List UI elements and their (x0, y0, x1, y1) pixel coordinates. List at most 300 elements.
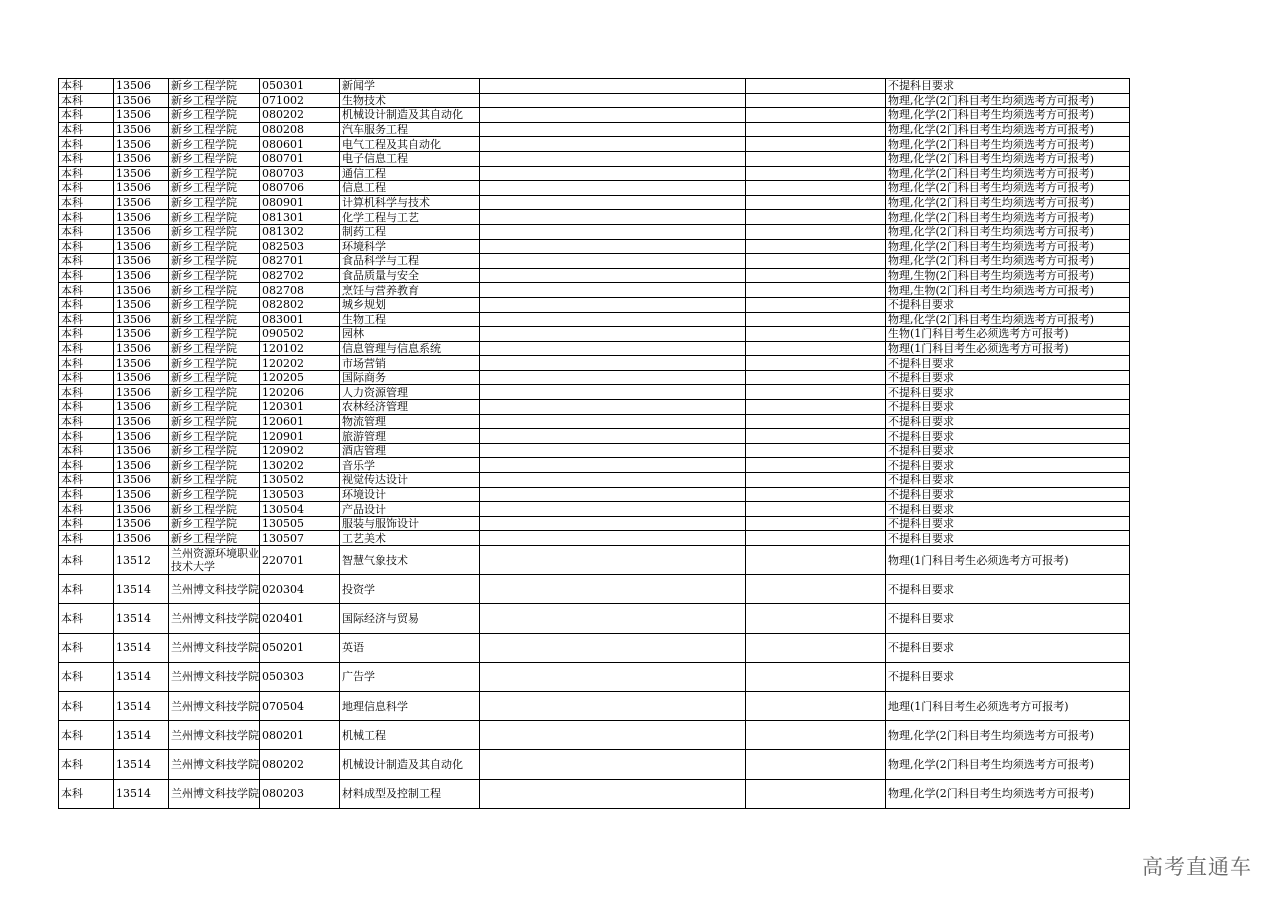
school-name-cell: 新乡工程学院 (169, 458, 260, 473)
requirement-cell: 物理,化学(2门科目考生均须选考方可报考) (886, 181, 1130, 196)
major-name-cell: 英语 (340, 633, 480, 662)
school-code-cell: 13506 (114, 239, 169, 254)
level-cell: 本科 (59, 341, 114, 356)
requirement-cell: 物理(1门科目考生必须选考方可报考) (886, 546, 1130, 575)
blank-cell (480, 575, 746, 604)
level-cell: 本科 (59, 297, 114, 312)
requirement-cell: 物理,化学(2门科目考生均须选考方可报考) (886, 239, 1130, 254)
blank-cell (480, 502, 746, 517)
school-code-cell: 13506 (114, 79, 169, 94)
table-row (59, 195, 1130, 210)
school-name-cell: 兰州博文科技学院 (169, 662, 260, 691)
major-code-cell: 220701 (260, 546, 340, 575)
school-code-cell: 13514 (114, 750, 169, 779)
major-code-cell: 070504 (260, 691, 340, 720)
requirement-cell: 物理,化学(2门科目考生均须选考方可报考) (886, 108, 1130, 123)
requirement-cell: 物理,化学(2门科目考生均须选考方可报考) (886, 166, 1130, 181)
school-name-cell: 兰州博文科技学院 (169, 750, 260, 779)
school-code-cell: 13506 (114, 283, 169, 298)
level-cell: 本科 (59, 210, 114, 225)
major-code-cell: 080208 (260, 122, 340, 137)
major-code-cell: 080601 (260, 137, 340, 152)
blank-cell (746, 79, 886, 94)
blank-cell (746, 151, 886, 166)
requirement-cell: 物理,化学(2门科目考生均须选考方可报考) (886, 210, 1130, 225)
school-name-cell: 新乡工程学院 (169, 400, 260, 415)
school-name-cell: 新乡工程学院 (169, 122, 260, 137)
school-code-cell: 13506 (114, 502, 169, 517)
school-code-cell: 13506 (114, 487, 169, 502)
blank-cell (746, 297, 886, 312)
school-name-cell: 新乡工程学院 (169, 181, 260, 196)
major-code-cell: 120902 (260, 443, 340, 458)
major-name-cell: 人力资源管理 (340, 385, 480, 400)
table-row (59, 108, 1130, 123)
major-name-cell: 新闻学 (340, 79, 480, 94)
school-name-cell: 新乡工程学院 (169, 239, 260, 254)
major-name-cell: 机械设计制造及其自动化 (340, 750, 480, 779)
school-code-cell: 13506 (114, 458, 169, 473)
requirement-cell: 不提科目要求 (886, 370, 1130, 385)
table-row (59, 487, 1130, 502)
blank-cell (480, 297, 746, 312)
major-code-cell: 020304 (260, 575, 340, 604)
table-row (59, 297, 1130, 312)
table-row (59, 400, 1130, 415)
level-cell: 本科 (59, 633, 114, 662)
level-cell: 本科 (59, 400, 114, 415)
blank-cell (480, 79, 746, 94)
blank-cell (746, 312, 886, 327)
major-name-cell: 旅游管理 (340, 429, 480, 444)
blank-cell (480, 137, 746, 152)
blank-cell (746, 385, 886, 400)
blank-cell (480, 224, 746, 239)
level-cell: 本科 (59, 604, 114, 633)
requirement-cell: 物理,化学(2门科目考生均须选考方可报考) (886, 122, 1130, 137)
school-code-cell: 13506 (114, 297, 169, 312)
blank-cell (480, 487, 746, 502)
level-cell: 本科 (59, 750, 114, 779)
major-name-cell: 服装与服饰设计 (340, 516, 480, 531)
blank-cell (746, 604, 886, 633)
blank-cell (480, 312, 746, 327)
blank-cell (746, 429, 886, 444)
major-name-cell: 市场营销 (340, 356, 480, 371)
level-cell: 本科 (59, 575, 114, 604)
blank-cell (480, 779, 746, 808)
blank-cell (480, 166, 746, 181)
major-code-cell: 080201 (260, 721, 340, 750)
school-name-cell: 新乡工程学院 (169, 312, 260, 327)
major-name-cell: 物流管理 (340, 414, 480, 429)
requirement-cell: 不提科目要求 (886, 604, 1130, 633)
school-code-cell: 13514 (114, 721, 169, 750)
level-cell: 本科 (59, 414, 114, 429)
blank-cell (746, 458, 886, 473)
school-name-cell: 新乡工程学院 (169, 429, 260, 444)
blank-cell (746, 443, 886, 458)
level-cell: 本科 (59, 458, 114, 473)
major-name-cell: 生物工程 (340, 312, 480, 327)
major-name-cell: 投资学 (340, 575, 480, 604)
requirement-cell: 不提科目要求 (886, 516, 1130, 531)
major-code-cell: 130504 (260, 502, 340, 517)
school-name-cell: 新乡工程学院 (169, 327, 260, 342)
blank-cell (746, 516, 886, 531)
level-cell: 本科 (59, 151, 114, 166)
table-row (59, 268, 1130, 283)
requirement-cell: 物理,化学(2门科目考生均须选考方可报考) (886, 195, 1130, 210)
blank-cell (480, 691, 746, 720)
blank-cell (480, 210, 746, 225)
blank-cell (746, 662, 886, 691)
level-cell: 本科 (59, 327, 114, 342)
major-code-cell: 130202 (260, 458, 340, 473)
blank-cell (746, 268, 886, 283)
major-code-cell: 080706 (260, 181, 340, 196)
school-code-cell: 13506 (114, 443, 169, 458)
level-cell: 本科 (59, 239, 114, 254)
level-cell: 本科 (59, 531, 114, 546)
school-code-cell: 13506 (114, 385, 169, 400)
level-cell: 本科 (59, 721, 114, 750)
table-row (59, 502, 1130, 517)
table-row (59, 312, 1130, 327)
major-name-cell: 通信工程 (340, 166, 480, 181)
blank-cell (746, 691, 886, 720)
blank-cell (480, 516, 746, 531)
major-code-cell: 080202 (260, 108, 340, 123)
blank-cell (480, 721, 746, 750)
blank-cell (480, 370, 746, 385)
level-cell: 本科 (59, 443, 114, 458)
school-code-cell: 13506 (114, 473, 169, 488)
major-code-cell: 081301 (260, 210, 340, 225)
blank-cell (480, 93, 746, 108)
major-code-cell: 080202 (260, 750, 340, 779)
table-row (59, 93, 1130, 108)
table-row (59, 662, 1130, 691)
blank-cell (746, 750, 886, 779)
school-name-cell: 新乡工程学院 (169, 516, 260, 531)
major-name-cell: 环境设计 (340, 487, 480, 502)
major-name-cell: 环境科学 (340, 239, 480, 254)
school-code-cell: 13506 (114, 108, 169, 123)
school-name-cell: 新乡工程学院 (169, 487, 260, 502)
requirement-cell: 不提科目要求 (886, 473, 1130, 488)
major-name-cell: 食品科学与工程 (340, 254, 480, 269)
school-code-cell: 13514 (114, 604, 169, 633)
major-requirements-table (58, 78, 1129, 809)
level-cell: 本科 (59, 195, 114, 210)
table-row (59, 546, 1130, 575)
table-row (59, 779, 1130, 808)
requirement-cell: 物理,生物(2门科目考生均须选考方可报考) (886, 268, 1130, 283)
blank-cell (746, 224, 886, 239)
major-name-cell: 计算机科学与技术 (340, 195, 480, 210)
level-cell: 本科 (59, 691, 114, 720)
major-code-cell: 080901 (260, 195, 340, 210)
major-name-cell: 材料成型及控制工程 (340, 779, 480, 808)
level-cell: 本科 (59, 312, 114, 327)
major-name-cell: 食品质量与安全 (340, 268, 480, 283)
major-name-cell: 汽车服务工程 (340, 122, 480, 137)
blank-cell (480, 356, 746, 371)
table-row (59, 473, 1130, 488)
table-row (59, 516, 1130, 531)
school-name-cell: 新乡工程学院 (169, 414, 260, 429)
major-code-cell: 090502 (260, 327, 340, 342)
level-cell: 本科 (59, 429, 114, 444)
table-row (59, 254, 1130, 269)
blank-cell (746, 254, 886, 269)
blank-cell (480, 473, 746, 488)
school-code-cell: 13506 (114, 210, 169, 225)
major-name-cell: 农林经济管理 (340, 400, 480, 415)
level-cell: 本科 (59, 268, 114, 283)
school-name-cell: 新乡工程学院 (169, 166, 260, 181)
blank-cell (746, 93, 886, 108)
major-name-cell: 化学工程与工艺 (340, 210, 480, 225)
table-row (59, 122, 1130, 137)
requirement-cell: 地理(1门科目考生必须选考方可报考) (886, 691, 1130, 720)
table-row (59, 239, 1130, 254)
level-cell: 本科 (59, 473, 114, 488)
blank-cell (480, 254, 746, 269)
school-name-cell: 兰州资源环境职业技术大学 (169, 546, 260, 575)
level-cell: 本科 (59, 662, 114, 691)
school-code-cell: 13506 (114, 429, 169, 444)
school-code-cell: 13506 (114, 356, 169, 371)
school-name-cell: 新乡工程学院 (169, 443, 260, 458)
table-row (59, 750, 1130, 779)
table-row (59, 224, 1130, 239)
school-code-cell: 13506 (114, 400, 169, 415)
level-cell: 本科 (59, 254, 114, 269)
requirement-cell: 不提科目要求 (886, 443, 1130, 458)
school-code-cell: 13506 (114, 327, 169, 342)
blank-cell (480, 195, 746, 210)
level-cell: 本科 (59, 79, 114, 94)
level-cell: 本科 (59, 516, 114, 531)
blank-cell (480, 633, 746, 662)
blank-cell (746, 181, 886, 196)
requirement-cell: 不提科目要求 (886, 414, 1130, 429)
major-code-cell: 130505 (260, 516, 340, 531)
blank-cell (480, 604, 746, 633)
school-name-cell: 兰州博文科技学院 (169, 604, 260, 633)
school-code-cell: 13514 (114, 691, 169, 720)
school-name-cell: 新乡工程学院 (169, 385, 260, 400)
major-code-cell: 130502 (260, 473, 340, 488)
major-code-cell: 120102 (260, 341, 340, 356)
school-name-cell: 兰州博文科技学院 (169, 721, 260, 750)
blank-cell (746, 341, 886, 356)
requirement-cell: 不提科目要求 (886, 487, 1130, 502)
level-cell: 本科 (59, 370, 114, 385)
school-name-cell: 新乡工程学院 (169, 224, 260, 239)
requirement-cell: 不提科目要求 (886, 297, 1130, 312)
major-code-cell: 020401 (260, 604, 340, 633)
major-code-cell: 082701 (260, 254, 340, 269)
table-row (59, 356, 1130, 371)
requirement-cell: 物理,化学(2门科目考生均须选考方可报考) (886, 254, 1130, 269)
requirement-cell: 不提科目要求 (886, 662, 1130, 691)
blank-cell (480, 327, 746, 342)
level-cell: 本科 (59, 108, 114, 123)
school-name-cell: 新乡工程学院 (169, 108, 260, 123)
blank-cell (746, 195, 886, 210)
major-name-cell: 国际经济与贸易 (340, 604, 480, 633)
major-code-cell: 120202 (260, 356, 340, 371)
blank-cell (480, 414, 746, 429)
major-name-cell: 电子信息工程 (340, 151, 480, 166)
blank-cell (746, 502, 886, 517)
blank-cell (480, 750, 746, 779)
major-code-cell: 080703 (260, 166, 340, 181)
blank-cell (480, 546, 746, 575)
major-name-cell: 信息管理与信息系统 (340, 341, 480, 356)
major-code-cell: 120301 (260, 400, 340, 415)
requirement-cell: 物理(1门科目考生必须选考方可报考) (886, 341, 1130, 356)
table-row (59, 531, 1130, 546)
major-code-cell: 081302 (260, 224, 340, 239)
blank-cell (480, 268, 746, 283)
requirement-cell: 物理,化学(2门科目考生均须选考方可报考) (886, 93, 1130, 108)
blank-cell (746, 283, 886, 298)
blank-cell (746, 546, 886, 575)
table-row (59, 721, 1130, 750)
requirement-cell: 物理,化学(2门科目考生均须选考方可报考) (886, 779, 1130, 808)
blank-cell (746, 779, 886, 808)
school-code-cell: 13506 (114, 195, 169, 210)
table-row (59, 575, 1130, 604)
school-name-cell: 兰州博文科技学院 (169, 779, 260, 808)
blank-cell (480, 151, 746, 166)
school-name-cell: 新乡工程学院 (169, 210, 260, 225)
requirement-cell: 物理,化学(2门科目考生均须选考方可报考) (886, 224, 1130, 239)
school-name-cell: 新乡工程学院 (169, 341, 260, 356)
level-cell: 本科 (59, 487, 114, 502)
school-code-cell: 13506 (114, 370, 169, 385)
requirement-cell: 物理,化学(2门科目考生均须选考方可报考) (886, 721, 1130, 750)
school-name-cell: 新乡工程学院 (169, 93, 260, 108)
blank-cell (480, 108, 746, 123)
requirement-cell: 不提科目要求 (886, 502, 1130, 517)
school-code-cell: 13506 (114, 254, 169, 269)
major-code-cell: 130507 (260, 531, 340, 546)
major-code-cell: 080203 (260, 779, 340, 808)
major-name-cell: 酒店管理 (340, 443, 480, 458)
major-code-cell: 082802 (260, 297, 340, 312)
school-name-cell: 新乡工程学院 (169, 254, 260, 269)
school-code-cell: 13506 (114, 166, 169, 181)
requirement-cell: 生物(1门科目考生必须选考方可报考) (886, 327, 1130, 342)
school-name-cell: 新乡工程学院 (169, 195, 260, 210)
school-name-cell: 新乡工程学院 (169, 356, 260, 371)
major-code-cell: 050201 (260, 633, 340, 662)
major-name-cell: 音乐学 (340, 458, 480, 473)
requirement-cell: 不提科目要求 (886, 633, 1130, 662)
major-code-cell: 120601 (260, 414, 340, 429)
level-cell: 本科 (59, 224, 114, 239)
table-row (59, 443, 1130, 458)
major-code-cell: 050301 (260, 79, 340, 94)
school-code-cell: 13506 (114, 224, 169, 239)
school-code-cell: 13514 (114, 662, 169, 691)
table-row (59, 181, 1130, 196)
major-code-cell: 130503 (260, 487, 340, 502)
major-code-cell: 120206 (260, 385, 340, 400)
major-name-cell: 信息工程 (340, 181, 480, 196)
blank-cell (480, 531, 746, 546)
requirement-cell: 不提科目要求 (886, 356, 1130, 371)
school-name-cell: 新乡工程学院 (169, 137, 260, 152)
requirement-cell: 不提科目要求 (886, 531, 1130, 546)
blank-cell (746, 108, 886, 123)
major-name-cell: 国际商务 (340, 370, 480, 385)
blank-cell (746, 487, 886, 502)
level-cell: 本科 (59, 283, 114, 298)
watermark-text: 高考直通车 (1142, 855, 1252, 879)
blank-cell (480, 341, 746, 356)
requirement-cell: 不提科目要求 (886, 429, 1130, 444)
table-row (59, 385, 1130, 400)
major-code-cell: 080701 (260, 151, 340, 166)
level-cell: 本科 (59, 779, 114, 808)
school-code-cell: 13506 (114, 181, 169, 196)
table-row (59, 151, 1130, 166)
level-cell: 本科 (59, 181, 114, 196)
blank-cell (480, 385, 746, 400)
blank-cell (480, 122, 746, 137)
school-code-cell: 13506 (114, 516, 169, 531)
major-name-cell: 制药工程 (340, 224, 480, 239)
level-cell: 本科 (59, 546, 114, 575)
major-code-cell: 071002 (260, 93, 340, 108)
school-name-cell: 新乡工程学院 (169, 531, 260, 546)
table-row (59, 458, 1130, 473)
level-cell: 本科 (59, 122, 114, 137)
requirement-cell: 物理,化学(2门科目考生均须选考方可报考) (886, 312, 1130, 327)
blank-cell (746, 166, 886, 181)
requirement-cell: 物理,生物(2门科目考生均须选考方可报考) (886, 283, 1130, 298)
requirement-cell: 物理,化学(2门科目考生均须选考方可报考) (886, 137, 1130, 152)
level-cell: 本科 (59, 356, 114, 371)
table-row (59, 341, 1130, 356)
table-row (59, 166, 1130, 181)
table-row (59, 429, 1130, 444)
major-name-cell: 产品设计 (340, 502, 480, 517)
major-code-cell: 083001 (260, 312, 340, 327)
school-name-cell: 新乡工程学院 (169, 283, 260, 298)
table-row (59, 370, 1130, 385)
level-cell: 本科 (59, 166, 114, 181)
school-name-cell: 兰州博文科技学院 (169, 633, 260, 662)
table-row (59, 79, 1130, 94)
school-code-cell: 13506 (114, 122, 169, 137)
school-name-cell: 新乡工程学院 (169, 297, 260, 312)
table-row (59, 137, 1130, 152)
blank-cell (746, 356, 886, 371)
table-row (59, 691, 1130, 720)
school-name-cell: 兰州博文科技学院 (169, 691, 260, 720)
school-code-cell: 13506 (114, 137, 169, 152)
school-code-cell: 13514 (114, 633, 169, 662)
major-name-cell: 城乡规划 (340, 297, 480, 312)
blank-cell (480, 181, 746, 196)
